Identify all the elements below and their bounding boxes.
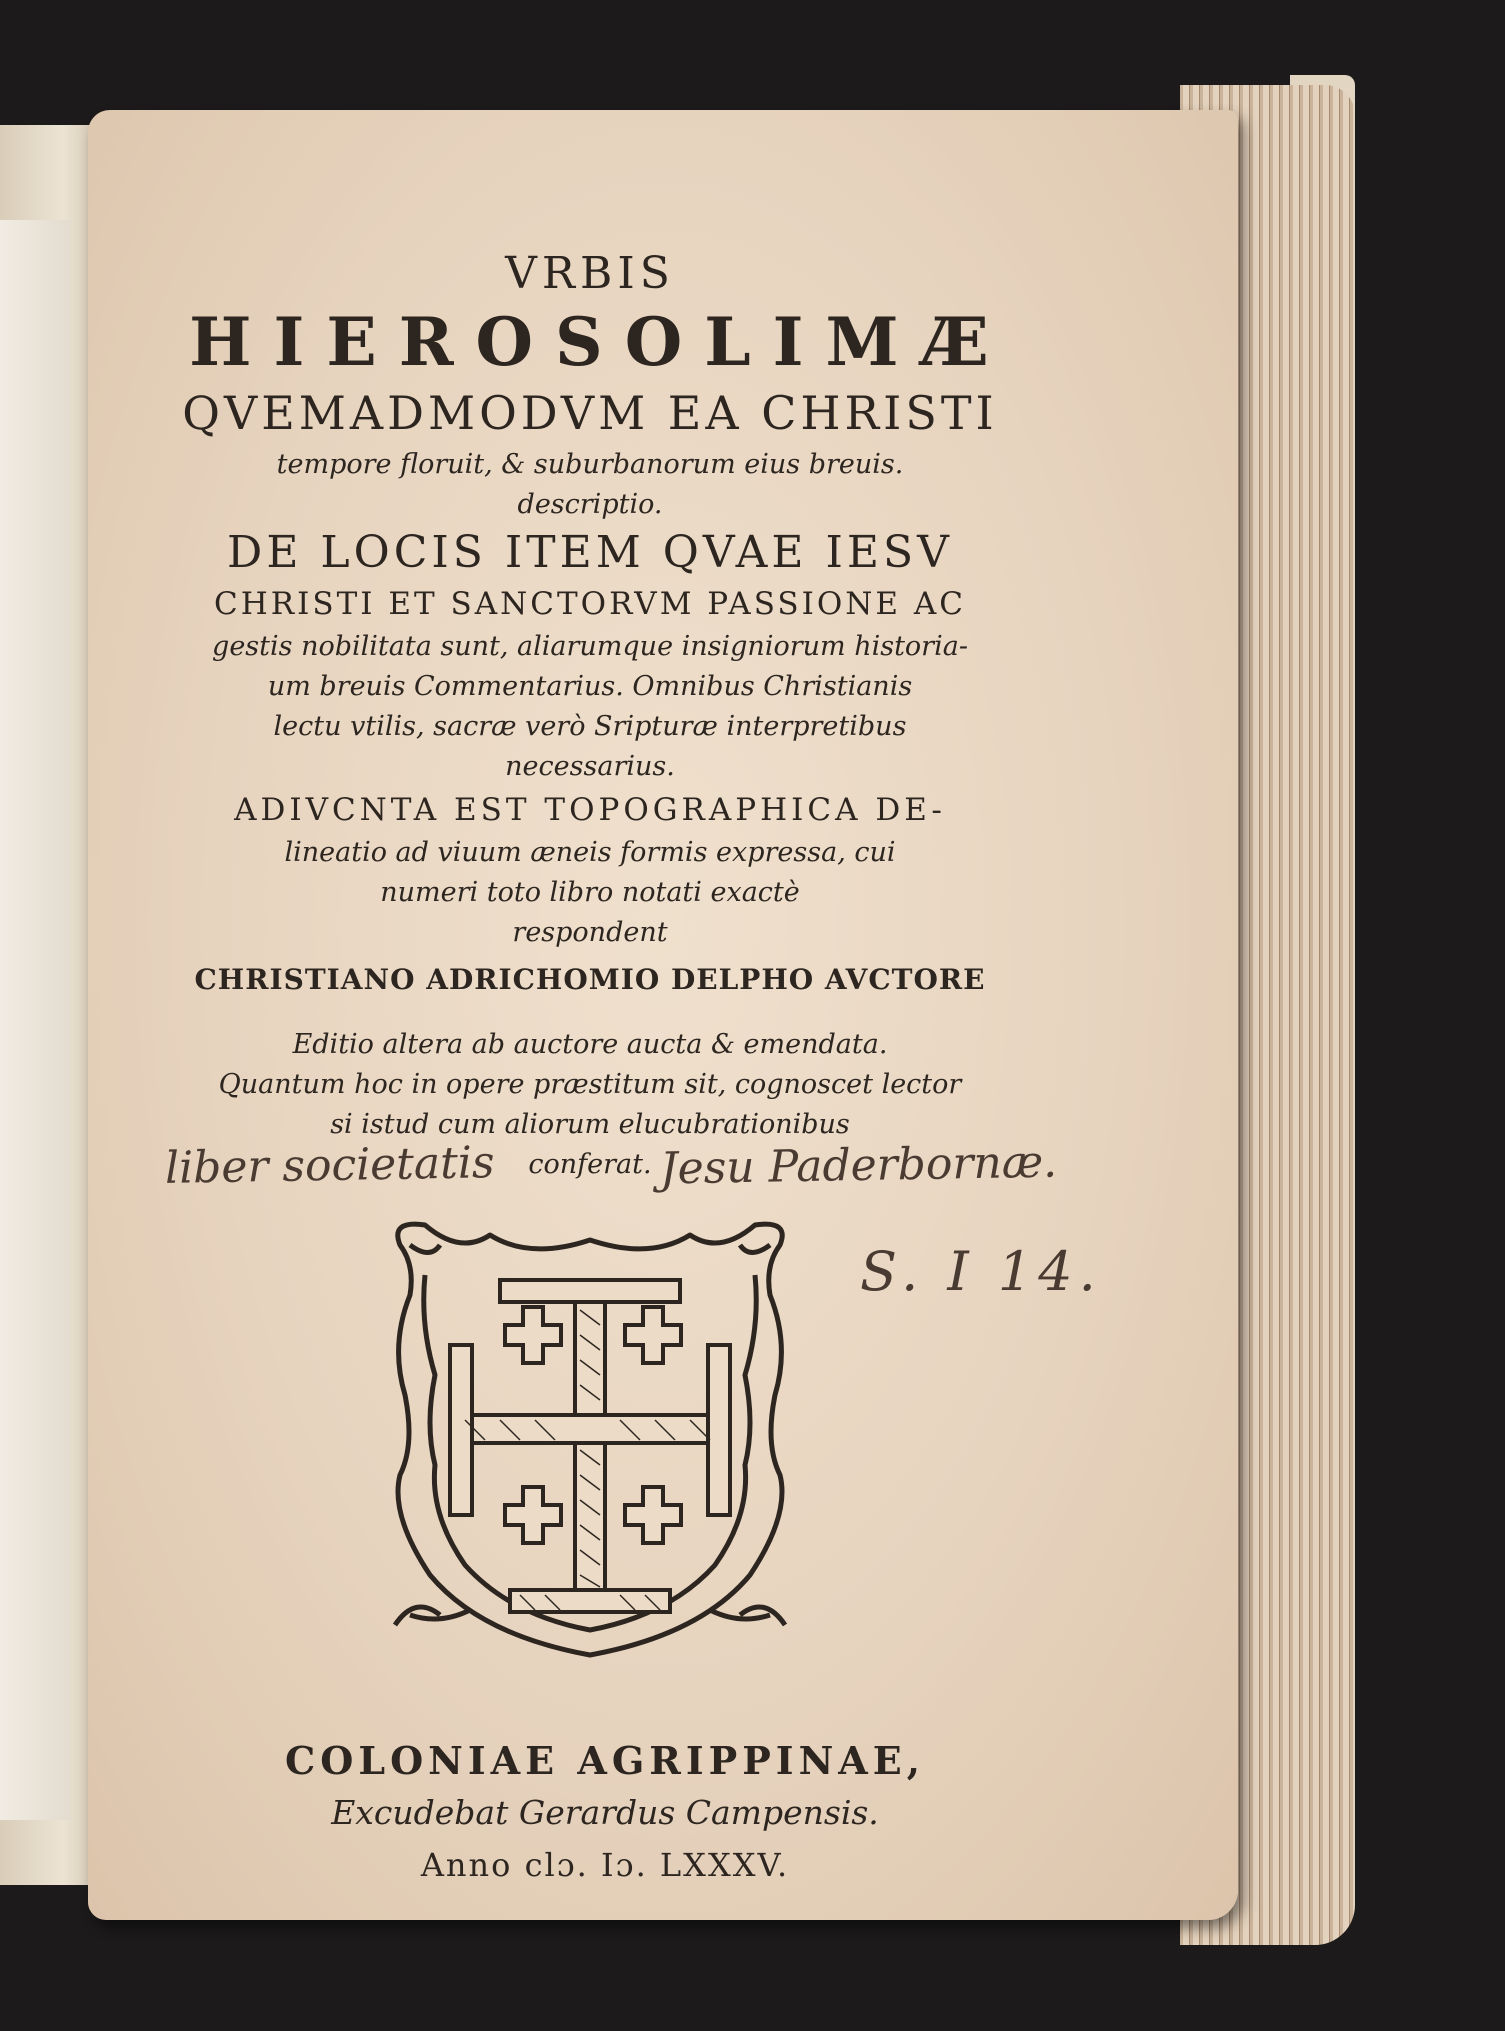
ownership-inscription-left: liber societatis xyxy=(164,1137,495,1194)
imprint-block xyxy=(200,1735,1010,1891)
title-line-1: VRBIS xyxy=(505,248,675,299)
title-line-2: HIEROSOLIMÆ xyxy=(189,303,1011,381)
imprint-year: Anno clɔ. Iɔ. LXXXV. xyxy=(420,1846,790,1884)
shelfmark-inscription: S. I 14. xyxy=(860,1240,1102,1303)
title-line-3: QVEMADMODVM EA CHRISTI xyxy=(182,386,998,440)
title-line-13: lineatio ad viuum æneis formis expressa, cui xyxy=(284,837,896,868)
title-text-block xyxy=(150,245,1030,1185)
title-line-15: respondent xyxy=(512,917,668,948)
title-line-9: um breuis Commentarius. Omnibus Christianis xyxy=(267,671,913,702)
author-line: CHRISTIANO ADRICHOMIO DELPHO AVCTORE xyxy=(194,963,986,996)
note-line-3: conferat. xyxy=(528,1149,652,1180)
title-line-14: numeri toto libro notati exactè xyxy=(380,877,800,908)
imprint-city: COLONIAE AGRIPPINAE, xyxy=(285,1738,925,1783)
title-line-8: gestis nobilitata sunt, aliarumque insigniorum historia- xyxy=(212,631,968,662)
note-line-1: Quantum hoc in opere præstitum sit, cognoscet lector xyxy=(218,1069,962,1100)
title-line-11: necessarius. xyxy=(505,751,675,782)
jerusalem-cross-coat-of-arms-icon xyxy=(370,1215,810,1675)
title-line-12: ADIVCNTA EST TOPOGRAPHICA DE- xyxy=(234,792,946,828)
title-line-7: CHRISTI ET SANCTORVM PASSIONE AC xyxy=(214,586,966,622)
title-line-6: DE LOCIS ITEM QVAE IESV xyxy=(227,527,953,578)
title-line-4: tempore floruit, & suburbanorum eius breuis. xyxy=(276,449,904,480)
left-flyleaf xyxy=(0,220,70,1820)
note-line-2: si istud cum aliorum elucubrationibus xyxy=(330,1109,850,1140)
edition-line: Editio altera ab auctore aucta & emendata. xyxy=(292,1029,888,1060)
title-line-10: lectu vtilis, sacræ verò Sripturæ interpretibus xyxy=(273,711,907,742)
imprint-printer: Excudebat Gerardus Campensis. xyxy=(331,1793,879,1832)
title-line-5: descriptio. xyxy=(517,489,663,520)
ownership-inscription-right: Jesu Paderbornæ. xyxy=(659,1136,1058,1195)
